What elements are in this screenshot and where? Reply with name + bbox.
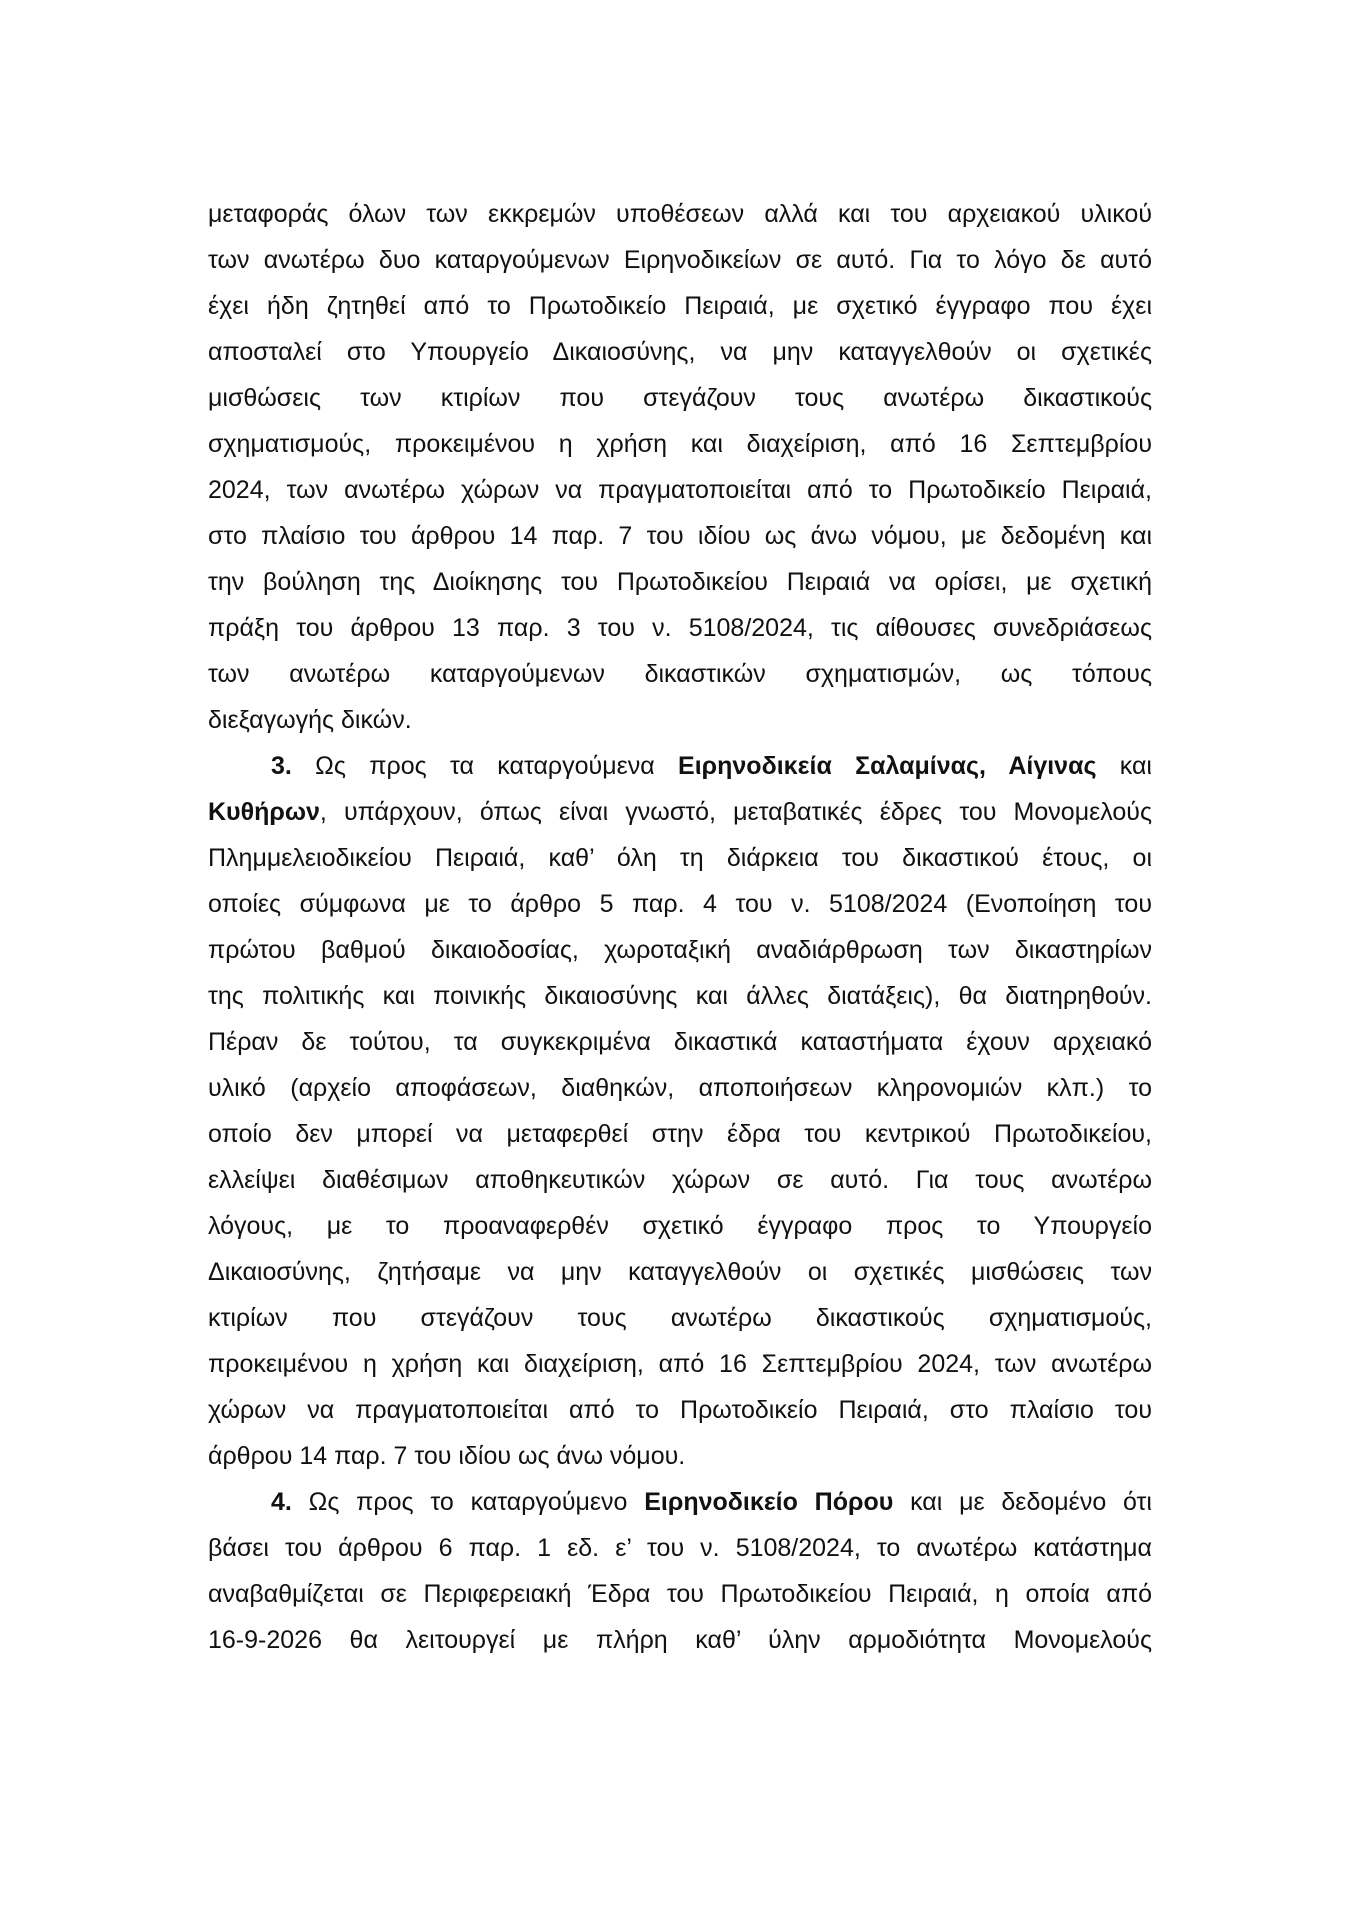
text-line: έχει ήδη ζητηθεί από το Πρωτοδικείο Πειραιά, με σχετικό έγγραφο που έχει — [208, 292, 1152, 320]
paragraph-4 — [208, 1479, 1152, 1663]
paragraph-number: 3. — [271, 752, 292, 780]
text-line: οποίες σύμφωνα με το άρθρο 5 παρ. 4 του ν. 5108/2024 (Ενοποίηση του — [208, 890, 1152, 918]
body-text — [208, 191, 1152, 1663]
text-line: βάσει του άρθρου 6 παρ. 1 εδ. ε’ του ν. 5108/2024, το ανωτέρω κατάστημα — [208, 1534, 1152, 1562]
paragraph-number: 4. — [271, 1488, 292, 1516]
text-run: και με δεδομένο ότι — [893, 1488, 1152, 1516]
text-line: υλικό (αρχείο αποφάσεων, διαθηκών, αποποιήσεων κληρονομιών κλπ.) το — [208, 1074, 1152, 1102]
bold-term: Ειρηνοδικείο Πόρου — [644, 1488, 894, 1516]
text-line: ελλείψει διαθέσιμων αποθηκευτικών χώρων σε αυτό. Για τους ανωτέρω — [208, 1166, 1152, 1194]
text-line: κτιρίων που στεγάζουν τους ανωτέρω δικαστικούς σχηματισμούς, — [208, 1304, 1152, 1332]
text-line: μισθώσεις των κτιρίων που στεγάζουν τους ανωτέρω δικαστικούς — [208, 384, 1152, 412]
paragraph-3 — [208, 743, 1152, 1479]
text-line: αναβαθμίζεται σε Περιφερειακή Έδρα του Πρωτοδικείου Πειραιά, η οποία από — [208, 1580, 1152, 1608]
text-line — [208, 789, 1152, 835]
text-line: λόγους, με το προαναφερθέν σχετικό έγγραφο προς το Υπουργείο — [208, 1212, 1152, 1240]
text-line: Δικαιοσύνης, ζητήσαμε να μην καταγγελθούν οι σχετικές μισθώσεις των — [208, 1258, 1152, 1286]
text-line: στο πλαίσιο του άρθρου 14 παρ. 7 του ιδίου ως άνω νόμου, με δεδομένη και — [208, 522, 1152, 550]
paragraph-continuation — [208, 191, 1152, 743]
text-line: των ανωτέρω καταργούμενων δικαστικών σχηματισμών, ως τόπους — [208, 660, 1152, 688]
text-line: 16-9-2026 θα λειτουργεί με πλήρη καθ’ ύλην αρμοδιότητα Μονομελούς — [208, 1626, 1152, 1654]
text-line: προκειμένου η χρήση και διαχείριση, από 16 Σεπτεμβρίου 2024, των ανωτέρω — [208, 1350, 1152, 1378]
text-line: Πέραν δε τούτου, τα συγκεκριμένα δικαστικά καταστήματα έχουν αρχειακό — [208, 1028, 1152, 1056]
bold-term: Ειρηνοδικεία Σαλαμίνας, Αίγινας — [678, 752, 1097, 780]
text-line: της πολιτικής και ποινικής δικαιοσύνης και άλλες διατάξεις), θα διατηρηθούν. — [208, 982, 1152, 1010]
text-run: , υπάρχουν, όπως είναι γνωστό, μεταβατικές έδρες του Μονομελούς — [319, 798, 1152, 826]
text-line: πράξη του άρθρου 13 παρ. 3 του ν. 5108/2024, τις αίθουσες συνεδριάσεως — [208, 614, 1152, 642]
text-line — [208, 1479, 1152, 1525]
text-run: Ως προς το καταργούμενο — [291, 1488, 645, 1516]
text-line — [208, 743, 1152, 789]
text-line: οποίο δεν μπορεί να μεταφερθεί στην έδρα του κεντρικού Πρωτοδικείου, — [208, 1120, 1152, 1148]
text-line: 2024, των ανωτέρω χώρων να πραγματοποιείται από το Πρωτοδικείο Πειραιά, — [208, 476, 1152, 504]
text-line: την βούληση της Διοίκησης του Πρωτοδικείου Πειραιά να ορίσει, με σχετική — [208, 568, 1152, 596]
bold-term: Κυθήρων — [208, 798, 320, 826]
text-line: σχηματισμούς, προκειμένου η χρήση και διαχείριση, από 16 Σεπτεμβρίου — [208, 430, 1152, 458]
text-line: χώρων να πραγματοποιείται από το Πρωτοδικείο Πειραιά, στο πλαίσιο του — [208, 1396, 1152, 1424]
text-line: μεταφοράς όλων των εκκρεμών υποθέσεων αλλά και του αρχειακού υλικού — [208, 200, 1152, 228]
text-line: διεξαγωγής δικών. — [208, 706, 412, 734]
text-line: αποσταλεί στο Υπουργείο Δικαιοσύνης, να μην καταγγελθούν οι σχετικές — [208, 338, 1152, 366]
text-line: των ανωτέρω δυο καταργούμενων Ειρηνοδικείων σε αυτό. Για το λόγο δε αυτό — [208, 246, 1152, 274]
text-run: Ως προς τα καταργούμενα — [291, 752, 679, 780]
text-line: Πλημμελειοδικείου Πειραιά, καθ’ όλη τη διάρκεια του δικαστικού έτους, οι — [208, 844, 1152, 872]
text-run: και — [1096, 752, 1152, 780]
text-line: άρθρου 14 παρ. 7 του ιδίου ως άνω νόμου. — [208, 1442, 686, 1470]
text-line: πρώτου βαθμού δικαιοδοσίας, χωροταξική αναδιάρθρωση των δικαστηρίων — [208, 936, 1152, 964]
